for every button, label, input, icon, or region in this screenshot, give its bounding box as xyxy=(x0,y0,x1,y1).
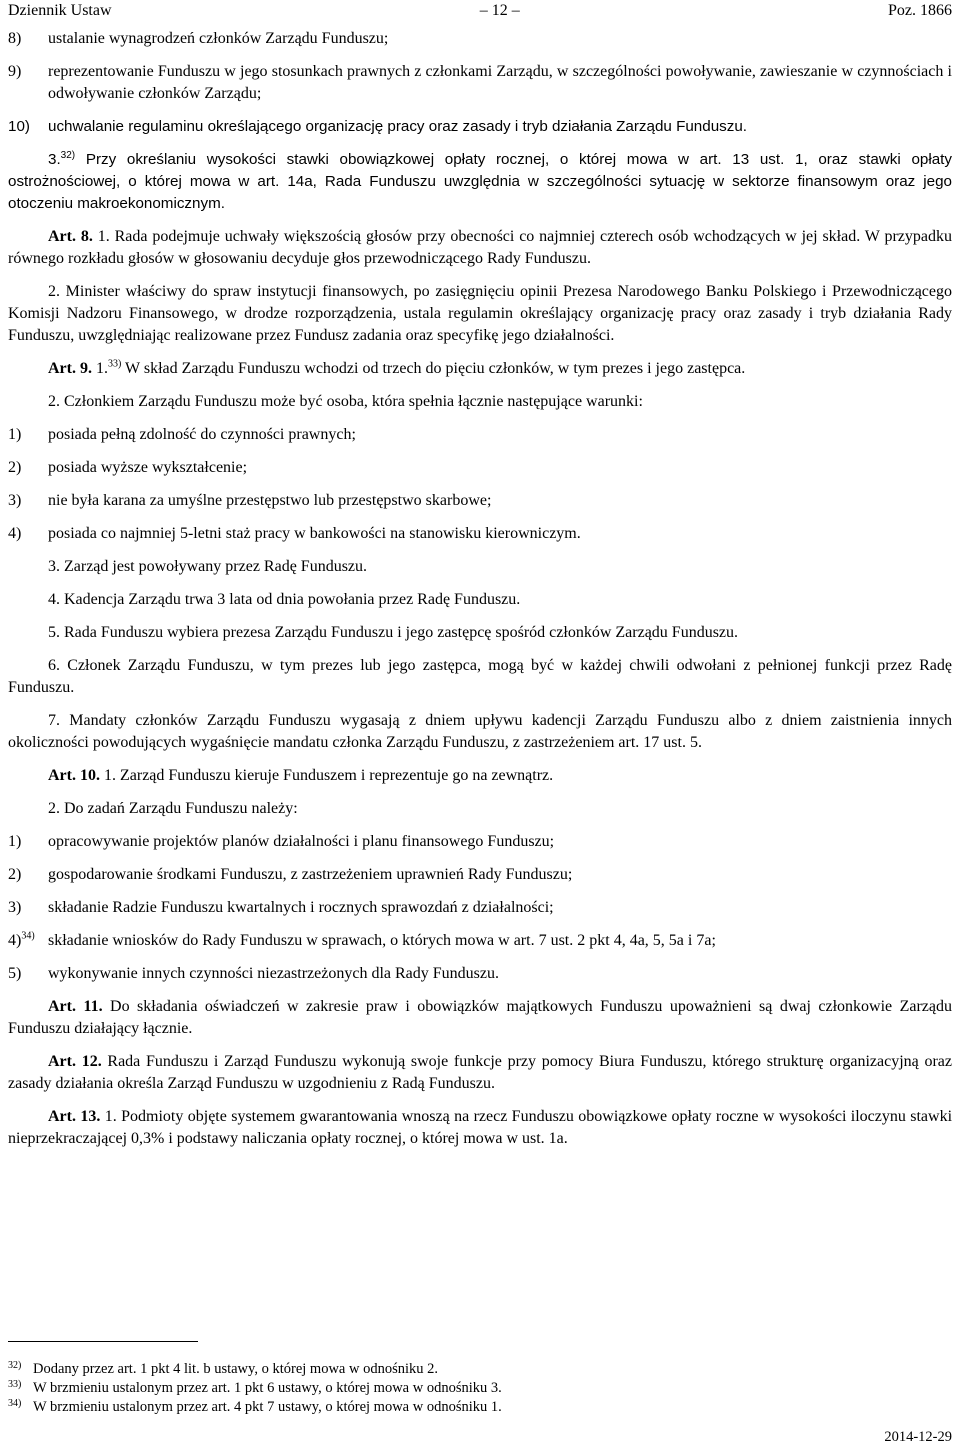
list-item: 4) posiada co najmniej 5-letni staż pracy w bankowości na stanowisku kierowniczym. xyxy=(8,525,581,542)
page-header xyxy=(8,0,952,22)
article-label: Art. 12. xyxy=(48,1053,102,1070)
footnote: 32) Dodany przez art. 1 pkt 4 lit. b ustawy, o której mowa w odnośniku 2. xyxy=(8,1360,438,1377)
list-item: 2) posiada wyższe wykształcenie; xyxy=(8,459,248,476)
list-item: 5) wykonywanie innych czynności niezastrzeżonych dla Rady Funduszu. xyxy=(8,965,499,982)
article-9-paragraph-6: 6. Członek Zarządu Funduszu, w tym prezes lub jego zastępca, mogą być w każdej chwili odwołani z pełnionej funkcji przez Radę Funduszu. xyxy=(8,657,952,696)
article-9-paragraph-1: Art. 9. 1.$^{33)}$ W skład Zarządu Funduszu wchodzi od trzech do pięciu członków, w tym prezes i jego zastępca. xyxy=(48,358,746,377)
article-label: Art. 8. xyxy=(48,228,93,245)
article-label: Art. 9. xyxy=(48,360,92,377)
article-12: Art. 12. Rada Funduszu i Zarząd Funduszu wykonują swoje funkcje przy pomocy Biura Funduszu, którego strukturę organizacyjną oraz zasady działania określa Zarząd Funduszu w uzgodnieniu z Radą Funduszu. xyxy=(8,1053,952,1092)
article-label: Art. 13. xyxy=(48,1108,101,1125)
footnote: 33) W brzmieniu ustalonym przez art. 1 pkt 6 ustawy, o której mowa w odnośniku 3. xyxy=(8,1379,502,1396)
list-item: 8) ustalanie wynagrodzeń członków Zarządu Funduszu; xyxy=(8,30,389,47)
list-item: 2) gospodarowanie środkami Funduszu, z zastrzeżeniem uprawnień Rady Funduszu; xyxy=(8,866,573,883)
article-8-paragraph-2: 2. Minister właściwy do spraw instytucji finansowych, po zasięgnięciu opinii Prezesa Narodowego Banku Polskiego i Przewodniczącego Komisji Nadzoru Finansowego, w drodze rozporządzenia, ustala regulamin określający organizację pracy oraz zasady i tryb działania Rady Funduszu, uwzględniając realizowane przez Fundusz zadania oraz specyfikę jego działalności. xyxy=(8,283,952,344)
list-item: 4)$^{34)}$ składanie wniosków do Rady Funduszu w sprawach, o których mowa w art. 7 ust. 2 pkt 4, 4a, 5, 5a i 7a; xyxy=(8,930,716,949)
list-item: 1) posiada pełną zdolność do czynności prawnych; xyxy=(8,426,356,443)
article-8-paragraph-1: Art. 8. 1. Rada podejmuje uchwały większością głosów przy obecności co najmniej czterech osób wchodzących w jej skład. W przypadku równego rozkładu głosów w głosowaniu decyduje głos przewodniczącego Rady Funduszu. xyxy=(8,228,953,267)
article-label: Art. 10. xyxy=(48,767,100,784)
article-9-paragraph-2: 2. Członkiem Zarządu Funduszu może być osoba, która spełnia łącznie następujące warunki: xyxy=(48,393,643,410)
position-number: Poz. 1866 xyxy=(888,2,952,19)
journal-title: Dziennik Ustaw xyxy=(8,2,112,19)
footnote-ref: 33) xyxy=(107,358,122,370)
footnote-ref: 34) xyxy=(21,930,35,942)
footnotes xyxy=(8,1360,952,1417)
article-10-paragraph-1: Art. 10. 1. Zarząd Funduszu kieruje Funduszem i reprezentuje go na zewnątrz. xyxy=(48,767,554,784)
list-item: 1) opracowywanie projektów planów działalności i planu finansowego Funduszu; xyxy=(8,833,555,850)
list-item: 9) reprezentowanie Funduszu w jego stosunkach prawnych z członkami Zarządu, w szczególności powoływanie, zawieszanie w czynnościach i odwoływanie członków Zarządu; xyxy=(8,63,952,102)
article-10-paragraph-2: 2. Do zadań Zarządu Funduszu należy: xyxy=(48,800,298,817)
document-body xyxy=(8,28,952,1150)
footnote-ref: 32) xyxy=(60,149,76,161)
list-item: 3) składanie Radzie Funduszu kwartalnych i rocznych sprawozdań z działalności; xyxy=(8,899,554,916)
article-9-paragraph-3: 3. Zarząd jest powoływany przez Radę Funduszu. xyxy=(48,558,368,575)
page-number: – 12 – xyxy=(479,2,520,19)
article-9-paragraph-5: 5. Rada Funduszu wybiera prezesa Zarządu Funduszu i jego zastępcę spośród członków Zarządu Funduszu. xyxy=(48,624,739,641)
article-9-paragraph-7: 7. Mandaty członków Zarządu Funduszu wygasają z dniem upływu kadencji Zarządu Funduszu albo z dniem zaistnienia innych okoliczności powodujących wygaśnięcie mandatu członka Zarządu Funduszu, z zastrzeżeniem art. 17 ust. 5. xyxy=(8,712,952,751)
article-9-paragraph-4: 4. Kadencja Zarządu trwa 3 lata od dnia powołania przez Radę Funduszu. xyxy=(48,591,521,608)
article-13: Art. 13. 1. Podmioty objęte systemem gwarantowania wnoszą na rzecz Funduszu obowiązkowe opłaty roczne w wysokości iloczynu stawki nieprzekraczającej 0,3% i podstawy naliczania opłaty rocznej, o której mowa w ust. 1a. xyxy=(8,1108,953,1147)
footnote: 34) W brzmieniu ustalonym przez art. 4 pkt 7 ustawy, o której mowa w odnośniku 1. xyxy=(8,1398,502,1415)
paragraph-3: 3.$^{32)}$ Przy określaniu wysokości stawki obowiązkowej opłaty rocznej, o której mowa w art. 13 ust. 1, oraz stawki opłaty ostrożnościowej, o której mowa w art. 14a, Rada Funduszu uwzględnia w szczególności sytuację w sektorze finansowym oraz jego otoczeniu makroekonomicznym. xyxy=(8,149,952,212)
list-item: 3) nie była karana za umyślne przestępstwo lub przestępstwo skarbowe; xyxy=(8,492,492,509)
article-label: Art. 11. xyxy=(48,998,103,1015)
list-item: 10) uchwalanie regulaminu określającego organizację pracy oraz zasady i tryb działania Zarządu Funduszu. xyxy=(8,118,748,135)
article-11: Art. 11. Do składania oświadczeń w zakresie praw i obowiązków majątkowych Funduszu upoważnieni są dwaj członkowie Zarządu Funduszu działający łącznie. xyxy=(8,998,952,1037)
publication-date: 2014-12-29 xyxy=(884,1429,952,1445)
footnote-divider xyxy=(8,1341,198,1342)
